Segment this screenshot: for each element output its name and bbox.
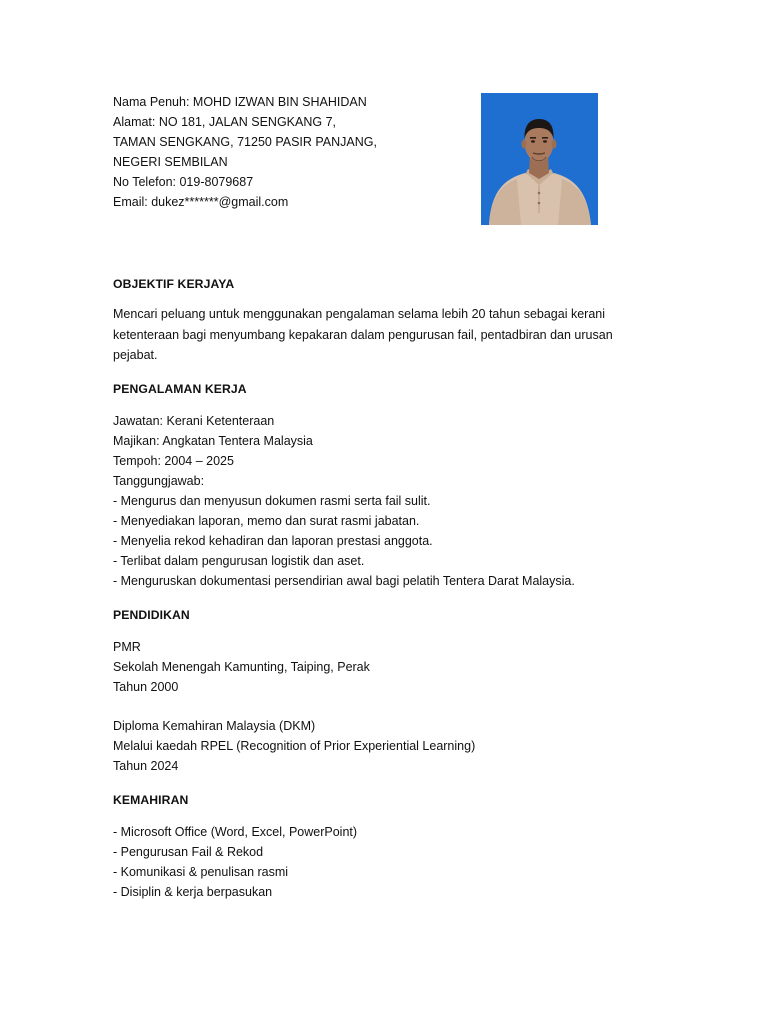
experience-position: Jawatan: Kerani Ketenteraan [113,414,275,428]
skill-item: - Disiplin & kerja berpasukan [113,885,273,899]
education-qualification: PMR [113,640,141,654]
education-year: Tahun 2000 [113,680,179,694]
experience-details [113,411,643,591]
objective-text [113,304,643,366]
phone-number: No Telefon: 019-8079687 [113,175,254,189]
full-name: Nama Penuh: MOHD IZWAN BIN SHAHIDAN [113,95,367,109]
duty-item: - Terlibat dalam pengurusan logistik dan aset. [113,554,365,568]
objective-line: pejabat. [113,348,158,362]
education-entry [113,716,643,776]
email-address: Email: dukez*******@gmail.com [113,195,289,209]
education-entry [113,637,643,697]
experience-employer: Majikan: Angkatan Tentera Malaysia [113,434,313,448]
experience-duties-label: Tanggungjawab: [113,474,205,488]
education-heading: PENDIDIKAN [113,608,190,622]
experience-period: Tempoh: 2004 – 2025 [113,454,234,468]
skills-list [113,822,643,902]
education-qualification: Diploma Kemahiran Malaysia (DKM) [113,719,316,733]
person-portrait-icon [481,93,598,225]
education-institution: Sekolah Menengah Kamunting, Taiping, Perak [113,660,370,674]
address-line-3: NEGERI SEMBILAN [113,155,228,169]
objective-heading: OBJEKTIF KERJAYA [113,277,235,291]
duty-item: - Menyediakan laporan, memo dan surat rasmi jabatan. [113,514,420,528]
objective-line: ketenteraan bagi menyumbang kepakaran dalam pengurusan fail, pentadbiran dan urusan [113,327,613,342]
address-line-1: Alamat: NO 181, JALAN SENGKANG 7, [113,115,336,129]
address-line-2: TAMAN SENGKANG, 71250 PASIR PANJANG, [113,135,377,149]
education-year: Tahun 2024 [113,759,179,773]
duty-item: - Menguruskan dokumentasi persendirian awal bagi pelatih Tentera Darat Malaysia. [113,574,575,588]
education-institution: Melalui kaedah RPEL (Recognition of Prior Experiential Learning) [113,739,476,753]
skill-item: - Microsoft Office (Word, Excel, PowerPoint) [113,825,358,839]
duty-item: - Menyelia rekod kehadiran dan laporan prestasi anggota. [113,534,433,548]
experience-heading: PENGALAMAN KERJA [113,382,247,396]
skills-heading: KEMAHIRAN [113,793,189,807]
profile-photo [481,93,598,225]
contact-info [113,92,453,212]
skill-item: - Komunikasi & penulisan rasmi [113,865,289,879]
objective-line: Mencari peluang untuk menggunakan pengalaman selama lebih 20 tahun sebagai kerani [113,307,606,321]
duty-item: - Mengurus dan menyusun dokumen rasmi serta fail sulit. [113,494,431,508]
skill-item: - Pengurusan Fail & Rekod [113,845,264,859]
